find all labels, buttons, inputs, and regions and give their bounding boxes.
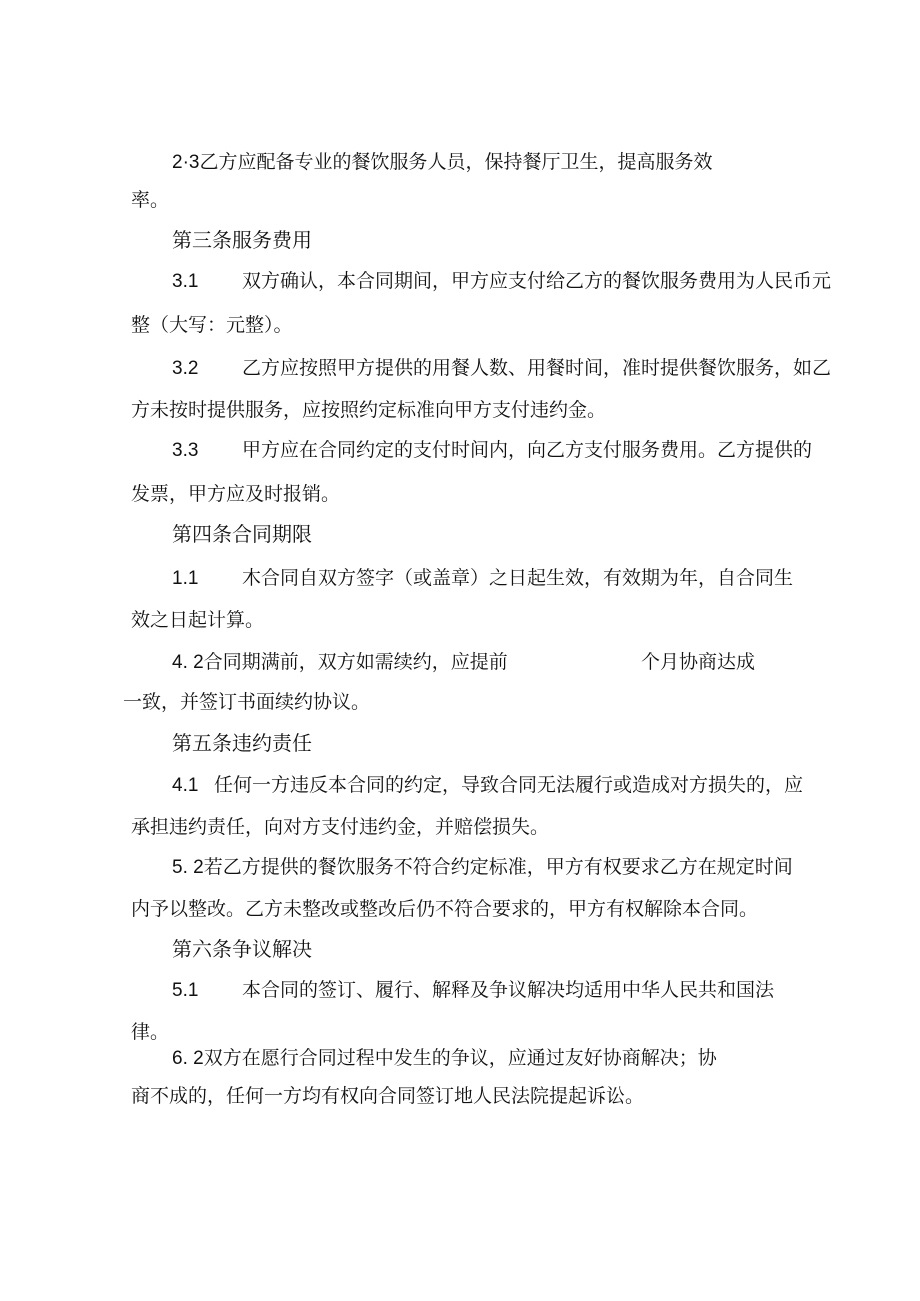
- clause-5-1-line-1: [172, 773, 803, 798]
- clause-5-1-line-2: 承担违约责任，向对方支付违约金，并赔偿损失。: [131, 816, 550, 838]
- clause-6-2-text: 双方在愿行合同过程中发生的争议，应通过友好协商解决；协: [203, 1047, 717, 1069]
- clause-4-1-number: 1.1: [172, 568, 199, 589]
- clause-6-2-number: 6. 2: [172, 1048, 204, 1069]
- clause-2-3-number: 2·3: [172, 152, 200, 173]
- clause-6-1-line-1: [172, 978, 774, 1003]
- clause-5-1-number: 4.1: [172, 775, 199, 796]
- clause-4-1-line-1: [172, 566, 793, 591]
- clause-4-2-line-1: [172, 650, 508, 675]
- clause-3-2-line-1: [172, 356, 831, 381]
- section-3-heading: 第三条服务费用: [172, 228, 312, 252]
- clause-6-1-line-2: 律。: [131, 1021, 170, 1043]
- clause-4-2-line-2: 一致，并签订书面续约协议。: [123, 691, 371, 713]
- clause-3-1-line-1: [172, 269, 831, 294]
- clause-5-2-number: 5. 2: [172, 857, 204, 878]
- clause-3-3-text: 甲方应在合同约定的支付时间内，向乙方支付服务费用。乙方提供的: [242, 439, 813, 461]
- clause-5-2-line-1: [172, 855, 793, 880]
- clause-2-3-line-2: 率。: [131, 189, 170, 211]
- clause-4-2-number: 4. 2: [172, 652, 204, 673]
- clause-3-2-text: 乙方应按照甲方提供的用餐人数、用餐时间，准时提供餐饮服务，如乙: [242, 357, 832, 379]
- clause-2-3-text: 乙方应配备专业的餐饮服务人员，保持餐厅卫生，提高服务效: [199, 151, 713, 173]
- clause-3-2-number: 3.2: [172, 358, 199, 379]
- clause-3-2-line-2: 方未按时提供服务，应按照约定标准向甲方支付违约金。: [131, 399, 607, 421]
- clause-3-1-number: 3.1: [172, 271, 199, 292]
- section-4-heading: 第四条合同期限: [172, 522, 312, 546]
- clause-4-1-text: 木合同自双方签字（或盖章）之日起生效，有效期为年，自合同生: [242, 567, 794, 589]
- clause-3-1-text: 双方确认，本合同期间，甲方应支付给乙方的餐饮服务费用为人民币元: [242, 270, 832, 292]
- clause-6-1-number: 5.1: [172, 980, 199, 1001]
- clause-6-2-line-1: [172, 1046, 717, 1071]
- section-6-heading: 第六条争议解决: [172, 937, 312, 961]
- clause-5-2-line-2: 内予以整改。乙方未整改或整改后仍不符合要求的，甲方有权解除本合同。: [131, 898, 759, 920]
- clause-5-1-text: 任何一方违反本合同的约定，导致合同无法履行或造成对方损失的，应: [214, 774, 804, 796]
- clause-3-1-line-2: 整（大写：元整）。: [131, 314, 293, 336]
- clause-5-2-text: 若乙方提供的餐饮服务不符合约定标准，甲方有权要求乙方在规定时间: [203, 856, 793, 878]
- section-5-heading: 第五条违约责任: [172, 731, 312, 755]
- clause-4-2-text-end: 个月协商达成: [641, 651, 756, 673]
- clause-6-1-text: 本合同的签订、履行、解释及争议解决均适用中华人民共和国法: [242, 979, 775, 1001]
- clause-3-3-line-1: [172, 438, 812, 463]
- clause-6-2-line-2: 商不成的，任何一方均有权向合同签订地人民法院提起诉讼。: [131, 1085, 645, 1107]
- clause-2-3-line-1: [172, 150, 712, 175]
- clause-4-2-text-start: 合同期满前，双方如需续约，应提前: [203, 651, 508, 673]
- clause-4-1-line-2: 效之日起计算。: [131, 609, 265, 631]
- clause-3-3-line-2: 发票，甲方应及时报销。: [131, 483, 341, 505]
- clause-3-3-number: 3.3: [172, 440, 199, 461]
